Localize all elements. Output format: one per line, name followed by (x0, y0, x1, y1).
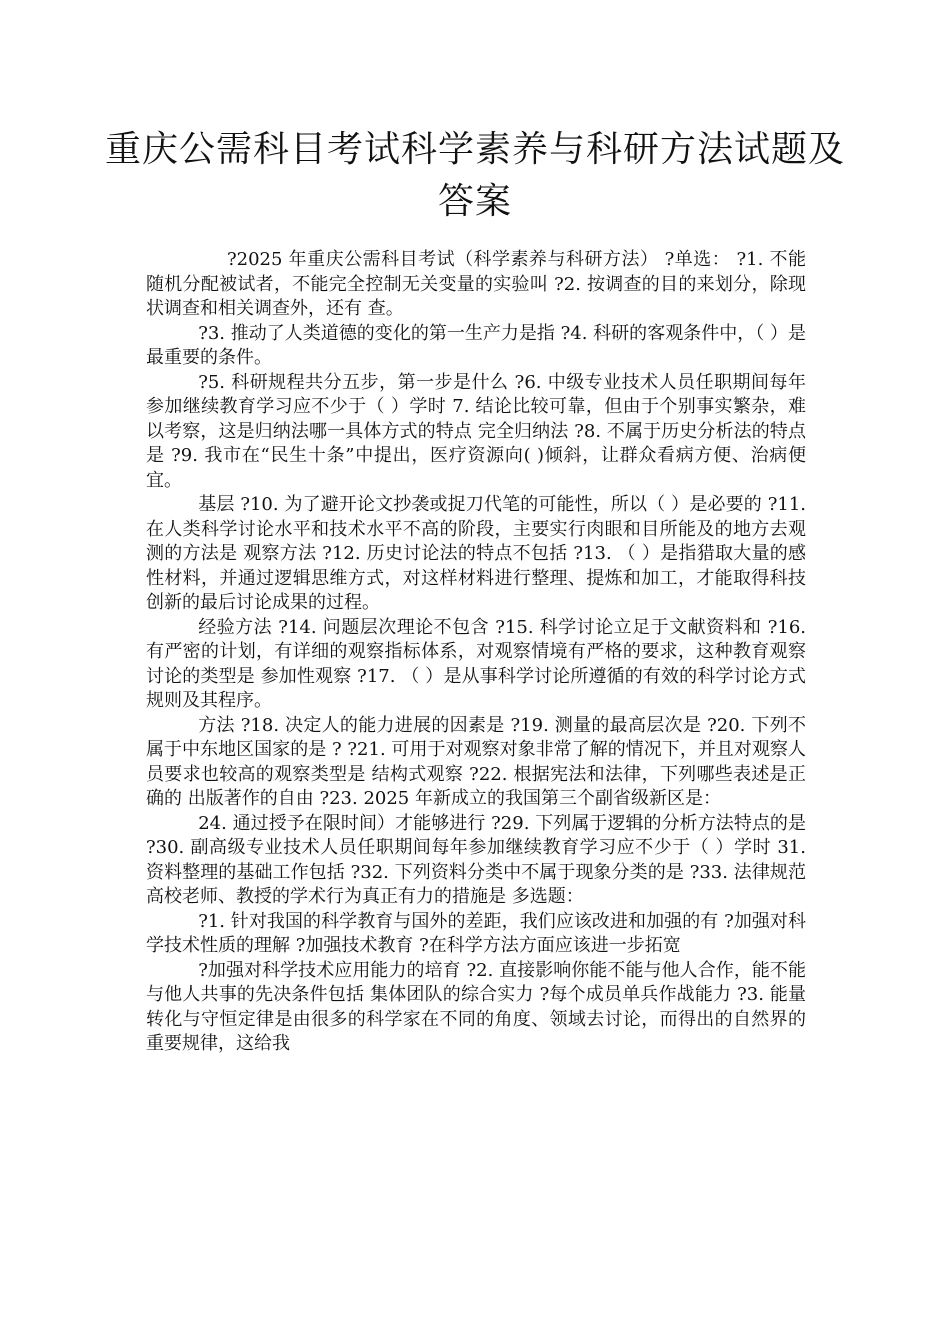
paragraph-3: ?5. 科研规程共分五步，第一步是什么 ?6. 中级专业技术人员任职期间每年参加继续教育学习应不少于（ ）学时 7. 结论比较可靠，但由于个别事实繁杂，难以考察，这是归纳法哪一具体方式的特点 完全归纳法 ?8. 不属于历史分析法的特点是 ?9. 我市在“民生十条”中提出，医疗资源向( )倾斜，让群众看病方便、治病便宜。 (146, 371, 806, 491)
document-body (146, 248, 806, 1057)
paragraph-4: 基层 ?10. 为了避开论文抄袭或捉刀代笔的可能性，所以（ ）是必要的 ?11. 在人类科学讨论水平和技术水平不高的阶段，主要实行肉眼和目所能及的地方去观测的方法是 观察方法 ?12. 历史讨论法的特点不包括 ?13. （ ）是指猎取大量的感性材料，并通过逻辑思维方式，对这样材料进行整理、提炼和加工，才能取得科技创新的最后讨论成果的过程。 (146, 494, 806, 613)
paragraph-9: ?加强对科学技术应用能力的培育 ?2. 直接影响你能不能与他人合作，能不能与他人共事的先决条件包括 集体团队的综合实力 ?每个成员单兵作战能力 ?3. 能量转化与守恒定律是由很多的科学家在不同的角度、领域去讨论，而得出的自然界的重要规律，这给我 (146, 959, 806, 1054)
paragraph-5: 经验方法 ?14. 问题层次理论不包含 ?15. 科学讨论立足于文献资料和 ?16. 有严密的计划，有详细的观察指标体系，对观察情境有严格的要求，这种教育观察讨论的类型是 参加性观察 ?17. （ ）是从事科学讨论所遵循的有效的科学讨论方式规则及其程序。 (146, 616, 806, 711)
paragraph-8: ?1. 针对我国的科学教育与国外的差距，我们应该改进和加强的有 ?加强对科学技术性质的理解 ?加强技术教育 ?在科学方法方面应该进一步拓宽 (146, 910, 806, 956)
paragraph-6: 方法 ?18. 决定人的能力进展的因素是 ?19. 测量的最高层次是 ?20. 下列不属于中东地区国家的是 ? ?21. 可用于对观察对象非常了解的情况下，并且对观察人员要求也较高的观察类型是 结构式观察 ?22. 根据宪法和法律，下列哪些表述是正确的 出版著作的自由 ?23. 2025 年新成立的我国第三个副省级新区是： (146, 714, 806, 809)
paragraph-7: 24. 通过授予在限时间）才能够进行 ?29. 下列属于逻辑的分析方法特点的是 ?30. 副高级专业技术人员任职期间每年参加继续教育学习应不少于（ ）学时 31. 资料整理的基础工作包括 ?32. 下列资料分类中不属于现象分类的是 ?33. 法律规范高校老师、教授的学术行为真正有力的措施是 多选题： (146, 812, 806, 907)
paragraph-2: ?3. 推动了人类道德的变化的第一生产力是指 ?4. 科研的客观条件中，（ ）是最重要的条件。 (146, 322, 806, 368)
document-title: 重庆公需科目考试科学素养与科研方法试题及答案 (104, 129, 845, 222)
paragraph-1: ?2025 年重庆公需科目考试（科学素养与科研方法） ?单选： ?1. 不能随机分配被试者，不能完全控制无关变量的实验叫 ?2. 按调查的目的来划分，除现状调查和相关调查外，还有 查。 (146, 249, 806, 319)
